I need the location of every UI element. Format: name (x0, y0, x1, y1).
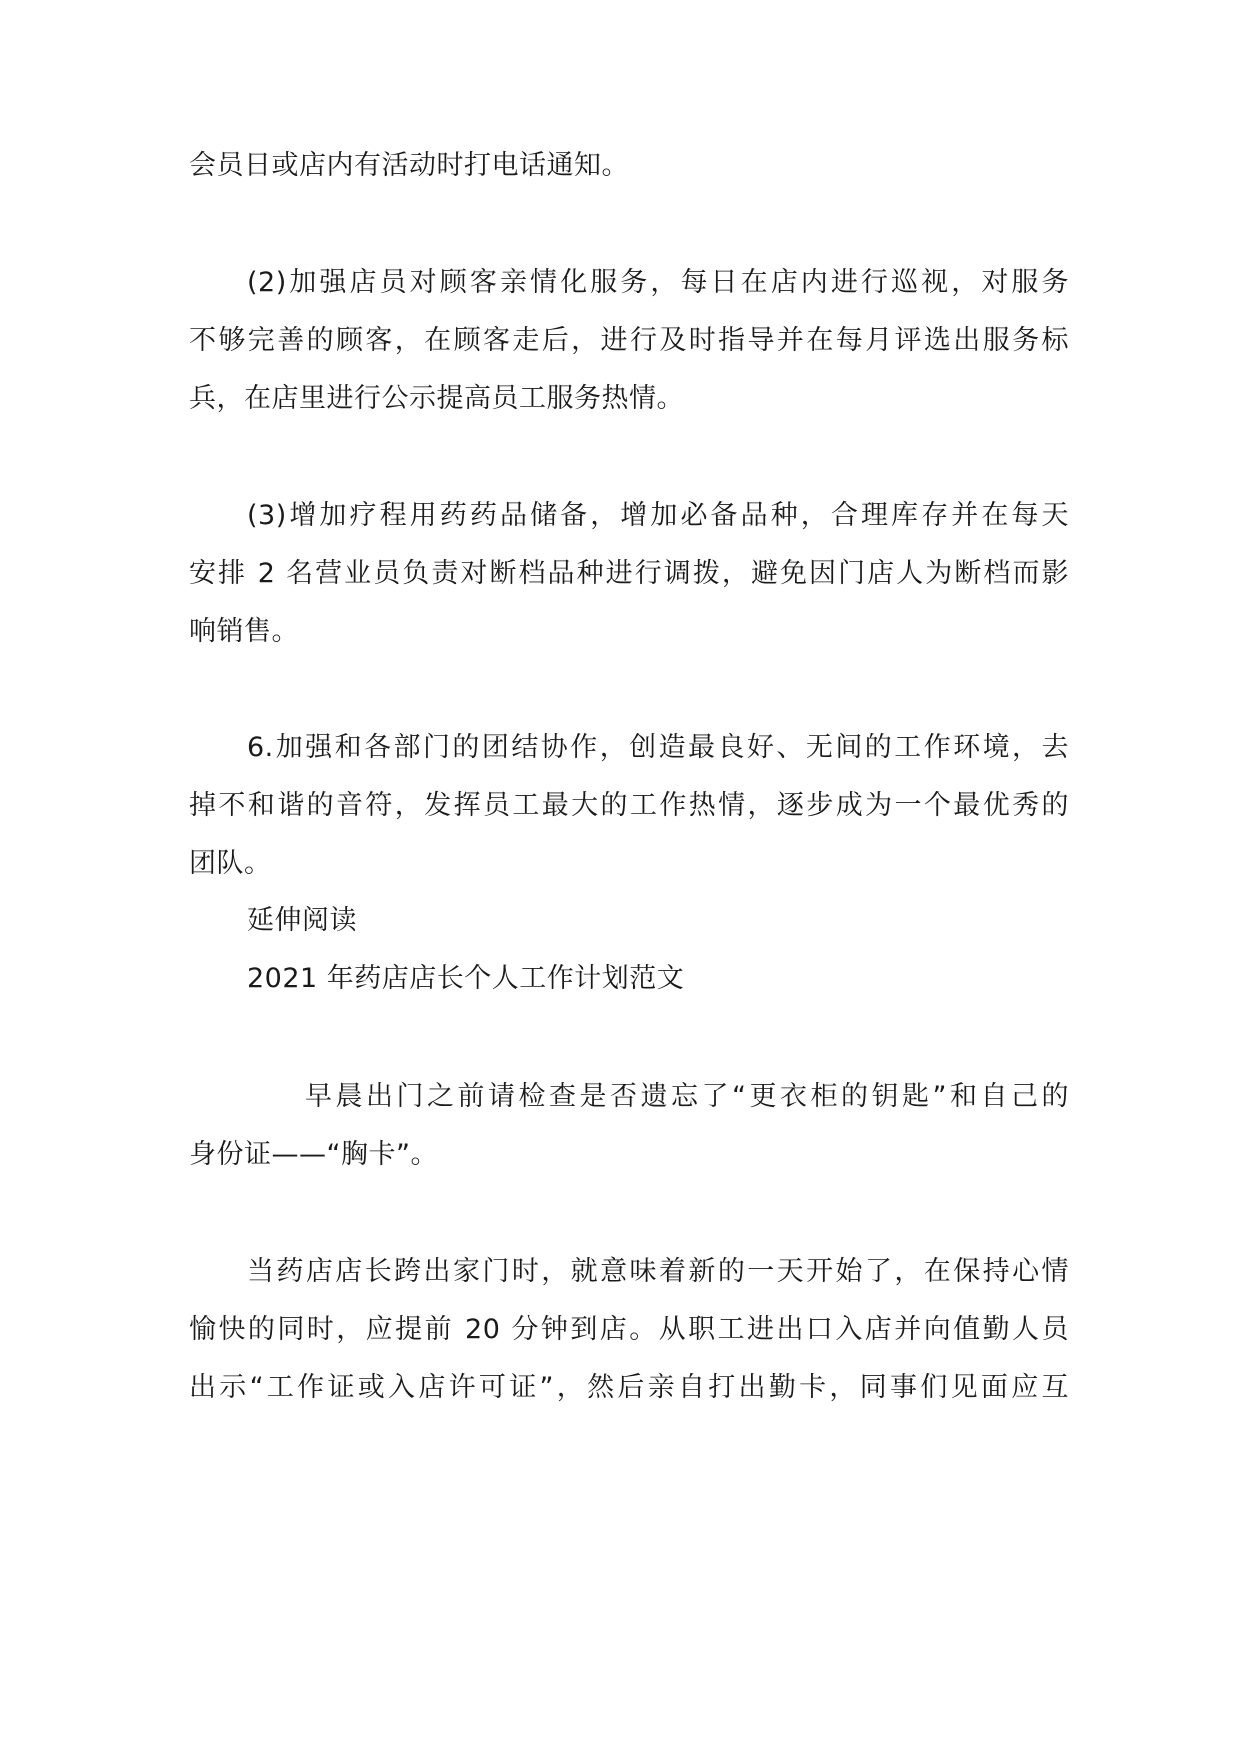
text-line: 兵，在店里进行公示提高员工服务热情。 (189, 383, 684, 414)
text-line: (3)增加疗程用药药品储备，增加必备品种，合理库存并在每天 (247, 500, 1069, 531)
text-line: 会员日或店内有活动时打电话通知。 (189, 150, 629, 181)
text-line: 6.加强和各部门的团结协作，创造最良好、无间的工作环境，去 (247, 732, 1069, 763)
article-title: 2021 年药店店长个人工作计划范文 (247, 963, 685, 994)
text-line: 响销售。 (189, 616, 299, 647)
text-line: 团队。 (189, 848, 272, 879)
text-line: 当药店店长跨出家门时，就意味着新的一天开始了，在保持心情 (247, 1256, 1069, 1287)
text-line: (2)加强店员对顾客亲情化服务，每日在店内进行巡视，对服务 (247, 267, 1069, 298)
text-line: 安排 2 名营业员负责对断档品种进行调拨，避免因门店人为断档而影 (189, 558, 1069, 589)
section-heading: 延伸阅读 (247, 905, 357, 936)
text-line: 出示“工作证或入店许可证”，然后亲自打出勤卡，同事们见面应互 (189, 1372, 1069, 1403)
text-line: 早晨出门之前请检查是否遗忘了“更衣柜的钥匙”和自己的 (305, 1081, 1069, 1112)
text-line: 掉不和谐的音符，发挥员工最大的工作热情，逐步成为一个最优秀的 (189, 790, 1069, 821)
text-line: 不够完善的顾客，在顾客走后，进行及时指导并在每月评选出服务标 (189, 325, 1069, 356)
text-line: 愉快的同时，应提前 20 分钟到店。从职工进出口入店并向值勤人员 (189, 1314, 1069, 1345)
text-line: 身份证——“胸卡”。 (189, 1139, 438, 1170)
